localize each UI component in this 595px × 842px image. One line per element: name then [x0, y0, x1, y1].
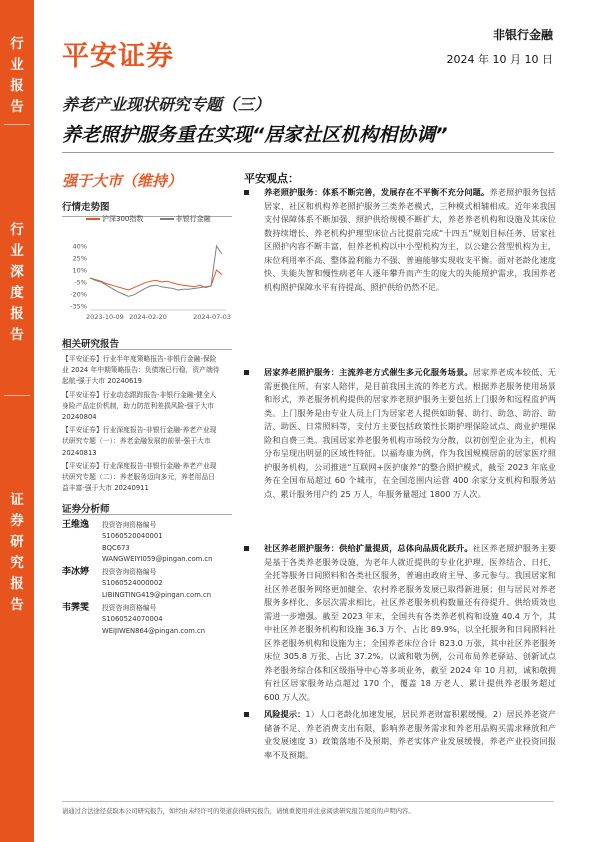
paragraph-heading: 居家养老照护服务：主流养老方式催生多元化服务场景。: [264, 367, 473, 377]
paragraph-body: 养老照护服务包括居家、社区和机构养老照护服务三类养老模式，三种模式相辅相成。近年来我国支付保障体系不断加强、照护供给规模不断扩大，养老养老机构和设施及其床位数持续增长、养老机构护理型床位占比提前完成“十四五”规划目标任务、居家社区照护内容不断丰富，但养老机构以中小型机构为主，以公建公营型机构为主，床位利用率不高、整体盈利能力不强、普遍能够实现收支平衡。面对老龄化速度快、失能失智和慢性病老年人逐年攀升而产生的庞大的失能照护需求，我国养老机构照护保障水平有待提高、照护供给仍然不足。: [264, 187, 556, 292]
sidebar-char: 研: [10, 534, 24, 550]
rating-label: 强于大市（维持）: [62, 172, 183, 190]
footer-divider: [62, 801, 554, 802]
sidebar-char: 告: [10, 327, 24, 343]
y-tick-label: -5%: [74, 278, 87, 287]
analyst-email[interactable]: LIBINGTING419@pingan.com.cn: [102, 590, 212, 599]
sidebar-char: 业: [10, 243, 24, 259]
y-tick-label: 40%: [72, 242, 87, 251]
paragraph-body: 居家养老成本较低、无需更换住所，有家人陪伴，是目前我国主流的养老方式。根据养老服务使用场景和形式，养老服务机构提供的居家养老照护服务主要包括上门服务和远程监护两类。上门服务是由专业人员上门为居家老人提供如助餐、助行、助急、助浴、助洁、助医、日常照料等，支付方主要包括政策性长期护理保险试点、商业护理保险和自费三类。我国居家养老服务机构市场较为分散，以初创型企业为主，机构分布呈现出明显的区域性特征。以福寿康为例，作为我国规模居前的居家医疗照护服务机构，公司推进“互联网+医护康养”的整合照护模式，截至 2023 年底业务在全国布局超过 60 个城市，在全国范围内运营 400 余家分支机构和服务站点、累计服务用户约 25 万人，年服务量超过 1800 万人次。: [264, 367, 556, 499]
legend-label-nonbank: 非银行金融: [175, 215, 211, 223]
analyst-info-line: S1060520040001: [102, 532, 163, 541]
y-tick-label: 10%: [72, 266, 87, 275]
related-report-line: 状研究专题（一）：养老金融发展的前景-强于大市: [62, 437, 211, 446]
company-logo: 平安证券: [62, 41, 174, 72]
legend-label-hs300: 沪深300指数: [102, 215, 144, 223]
view-header: [244, 170, 556, 186]
chart-legend: [62, 214, 232, 226]
footer-disclaimer: 请通过合法途径获取本公司研究报告，如经由未经许可的渠道获得研究报告，请慎重使用并注意阅读研究报告尾页的声明内容。: [62, 808, 415, 815]
analyst-email[interactable]: WANGWEIYI059@pingan.com.cn: [102, 554, 213, 563]
sidebar-block-report-depth: [0, 220, 34, 346]
sidebar-char: 证: [10, 492, 24, 508]
series-line-1: [90, 246, 222, 296]
x-tick-label: 2024-07-03: [193, 313, 231, 321]
bullet-square-icon: [244, 370, 249, 375]
section-divider: [62, 514, 232, 515]
analyst-info-line: 投资咨询资格编号: [102, 568, 157, 576]
related-report-item[interactable]: [62, 390, 234, 424]
related-report-item[interactable]: [62, 461, 234, 495]
legend-key-nonbank: [160, 218, 174, 220]
analyst-info-line: S1060524000002: [102, 579, 163, 588]
analyst-name: 李冰婷: [62, 567, 90, 577]
sidebar-block-report-type: [0, 34, 34, 118]
analyst-info-line: S1060524070004: [102, 615, 163, 624]
legend-item-hs300: [86, 215, 146, 223]
related-report-line: 状研究专题（二）：养老服务迈向多元，养老用品日: [62, 473, 215, 482]
legend-key-hs300: [86, 218, 100, 220]
paragraph-heading: 风险提示：: [264, 709, 306, 719]
related-report-line: 20240813: [62, 448, 97, 457]
related-report-line: 业 2024 年中期策略报告：负债端已行稳，资产端待: [62, 366, 220, 375]
legend-item-nonbank: [160, 215, 211, 223]
related-report-line: 【平安证券】行业深度报告-非银行金融-养老产业现: [62, 426, 217, 435]
related-report-line: 【平安证券】行业半年度策略报告-非银行金融-保险: [62, 355, 217, 363]
bullet-square-icon: [244, 546, 249, 551]
analyst-info-line: 投资咨询资格编号: [102, 521, 157, 529]
sidebar-char: 报: [10, 78, 24, 94]
report-date: 2024 年 10 月 10 日: [446, 53, 553, 66]
industry-label: 非银行金融: [492, 28, 553, 42]
related-report-item[interactable]: [62, 425, 234, 459]
bullet-square-icon: [244, 712, 249, 717]
related-reports-title: 相关研究报告: [62, 339, 120, 350]
trend-chart-label: 行情走势图: [62, 202, 110, 213]
related-report-line: 益丰富-强于大市 20240911: [62, 484, 149, 493]
sidebar-char: 度: [10, 285, 24, 301]
related-report-line: 【平安证券】行业动态跟踪报告-非银行金融-健全人: [62, 390, 217, 399]
sidebar-divider: [4, 395, 30, 396]
sidebar-block-securities-research: [0, 490, 34, 616]
sidebar-divider: [4, 124, 30, 125]
sidebar-char: 究: [10, 555, 24, 571]
view-paragraph-risk: [244, 708, 556, 762]
related-report-line: 【平安证券】行业深度报告-非银行金融-养老产业现: [62, 461, 217, 470]
related-report-line: 身险产品定价机制，助力防范利差损风险-强于大市: [62, 401, 214, 410]
sidebar-char: 业: [10, 57, 24, 73]
analyst-name: 王维逸: [62, 520, 90, 530]
key-views-label: 平安观点：: [244, 172, 299, 185]
y-tick-label: 25%: [72, 254, 87, 263]
y-tick-label: -35%: [70, 302, 87, 311]
report-title: 养老照护服务重在实现“居家社区机构相协调”: [62, 124, 448, 146]
paragraph-heading: 养老照护服务：体系不断完善，发展存在不平衡不充分问题。: [264, 187, 490, 197]
left-column: [62, 170, 232, 217]
sidebar-char: 行: [10, 36, 24, 52]
sidebar-char: 券: [10, 513, 24, 529]
related-reports-list: [62, 354, 234, 496]
analyst-info-line: BQC673: [102, 543, 130, 552]
view-paragraph-community-care: [244, 542, 556, 704]
sidebar-char: 深: [10, 264, 24, 280]
paragraph-heading: 社区养老照护服务：供给扩量提质，总体向品质化跃升。: [264, 543, 473, 553]
sidebar-char: 报: [10, 306, 24, 322]
bullet-square-icon: [244, 190, 249, 195]
sidebar-char: 告: [10, 597, 24, 613]
x-tick-label: 2023-10-09: [86, 313, 124, 321]
related-report-line: 起航-强于大市 20240619: [62, 377, 142, 386]
x-tick-label: 2024-02-20: [129, 313, 167, 321]
trend-line-chart: [62, 228, 234, 328]
related-report-item[interactable]: [62, 354, 234, 388]
view-paragraph-home-care: [244, 366, 556, 501]
section-divider: [62, 349, 232, 350]
sidebar-char: 告: [10, 99, 24, 115]
analysts-title: 证券分析师: [62, 504, 110, 515]
analyst-email[interactable]: WEIJIWEN864@pingan.com.cn: [102, 626, 206, 635]
analyst-info-line: 投资咨询资格编号: [102, 604, 157, 612]
paragraph-body: 1）人口老龄化加速发展，居民养老财富积累缓慢。2）居民养老资产储备不足、养老消费支出有限，影响养老服务需求和养老用品购买需求释放和产业发展速度 3）政策落地不及预期、养老实体产业发展缓慢，养老产业投资回报率不及预期。: [264, 709, 556, 760]
sidebar-band: [0, 0, 34, 842]
sidebar-char: 报: [10, 576, 24, 592]
paragraph-body: 社区养老照护服务主要是基于各类养老服务设施，为老年人就近提供的专业化护理、医养结合、日托、全托等服务日间照料和各类社区服务，普遍由政府主导、多元参与。我国居家和社区养老服务网络更加健全、农村养老服务发展已取得新进展；但与居民对养老服务多样化、多层次需求相比，社区养老服务机构数量还有待提升、供给质效也需进一步增强。截至 2023 年末，全国共有各类养老机构和设施 40.4 万个，其中社区养老服务机构和设施 36.3 万个、占比 89.9%，以全托服务和日间照料社区养老服务机构和设施为主；全国养老床位合计 823.0 万张，其中社区养老服务床位 305.8 万张、占比 37.2%。以诚和敬为例，公司布局养老驿站、创新试点养老服务综合体和区级指导中心等多项业务，截至 2024 年 10 月初，诚和敬拥有社区居家服务站点超过 170 个，覆盖 18 万老人、累计提供养老服务超过 600 万人次。: [264, 543, 556, 702]
report-subtitle: 养老产业现状研究专题（三）: [62, 95, 271, 114]
y-tick-label: -20%: [70, 290, 87, 299]
title-divider: [62, 152, 554, 153]
sidebar-char: 行: [10, 222, 24, 238]
related-report-line: 20240804: [62, 413, 97, 422]
view-paragraph-care-services: [244, 186, 556, 294]
analyst-name: 韦霁雯: [62, 603, 90, 613]
